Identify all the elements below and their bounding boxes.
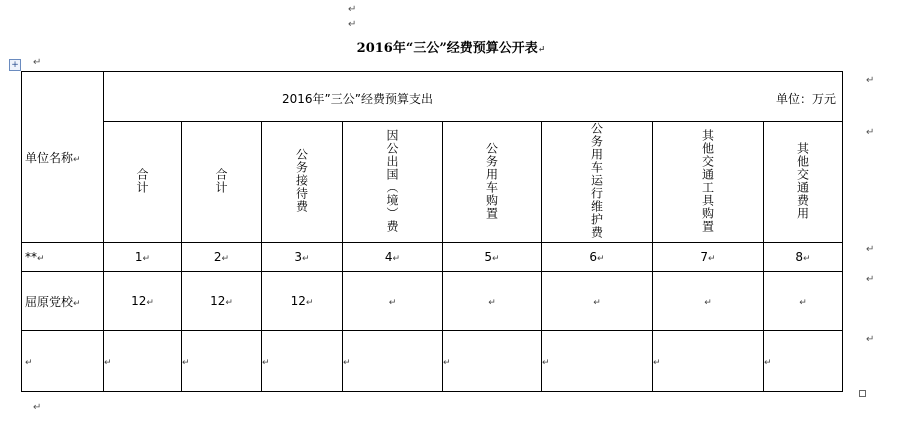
unit-label: 单位：万元 <box>775 92 836 106</box>
paragraph-mark-after-table: ↵ <box>33 402 42 413</box>
table-resize-handle-icon[interactable] <box>859 390 866 397</box>
table-cell[interactable] <box>262 331 343 392</box>
table-cell[interactable] <box>653 243 764 272</box>
row-end-mark-3: ↵ <box>866 244 875 255</box>
paragraph-mark-top-1: ↵ <box>348 4 357 15</box>
paragraph-mark: ↵ <box>653 358 661 368</box>
table-cell[interactable] <box>764 243 843 272</box>
budget-header-cell[interactable] <box>104 72 843 122</box>
paragraph-mark: ↵ <box>764 358 772 368</box>
table-cell[interactable] <box>764 272 843 331</box>
paragraph-mark: ↵ <box>799 298 807 308</box>
table-cell[interactable] <box>343 243 443 272</box>
table-row <box>22 272 843 331</box>
table-cell[interactable] <box>443 243 542 272</box>
paragraph-mark: ↵ <box>542 358 550 368</box>
paragraph-mark: ↵ <box>225 298 233 308</box>
column-header-5[interactable] <box>443 122 542 243</box>
column-header-6[interactable] <box>542 122 653 243</box>
paragraph-mark-top-2: ↵ <box>348 19 357 30</box>
cell-value: 4 <box>384 250 393 264</box>
paragraph-mark: ↵ <box>104 358 112 368</box>
paragraph-mark: ↵ <box>488 298 496 308</box>
cell-value: 1 <box>134 250 143 264</box>
table-move-handle-icon[interactable]: + <box>9 59 21 71</box>
cell-value: 12 <box>131 294 147 308</box>
table-cell[interactable] <box>182 243 262 272</box>
column-header-label: 合计 <box>135 167 149 194</box>
column-header-label: 公务用车运行维护费 <box>589 122 604 239</box>
paragraph-mark: ↵ <box>25 358 33 368</box>
table-row <box>22 331 843 392</box>
paragraph-mark: ↵ <box>708 254 716 264</box>
cell-value: 3 <box>294 250 303 264</box>
cell-value: 8 <box>795 250 804 264</box>
cell-value: 12 <box>290 294 306 308</box>
budget-table <box>21 71 843 392</box>
paragraph-mark: ↵ <box>492 254 500 264</box>
paragraph-mark: ↵ <box>73 298 81 309</box>
table-cell[interactable] <box>653 272 764 331</box>
table-cell[interactable] <box>104 243 182 272</box>
table-cell[interactable] <box>542 331 653 392</box>
index-row-label: ** <box>25 250 37 264</box>
paragraph-mark: ↵ <box>73 154 81 165</box>
cell-value: 2 <box>213 250 222 264</box>
table-cell[interactable] <box>542 272 653 331</box>
paragraph-mark: ↵ <box>37 254 45 264</box>
unit-name-cell[interactable] <box>22 272 104 331</box>
paragraph-mark: ↵ <box>343 358 351 368</box>
column-header-label: 因公出国（境）费 <box>385 128 399 233</box>
column-header-label: 其他交通工具购置 <box>700 128 715 233</box>
paragraph-mark: ↵ <box>221 254 230 264</box>
column-header-8[interactable] <box>764 122 843 243</box>
document-title <box>0 37 902 56</box>
table-cell[interactable] <box>542 243 653 272</box>
paragraph-mark: ↵ <box>305 298 314 308</box>
budget-title: 2016年”三公”经费预算支出 <box>282 92 433 106</box>
row-end-mark-2: ↵ <box>866 127 875 138</box>
column-header-label: 其他交通费用 <box>795 141 810 220</box>
table-cell[interactable] <box>343 331 443 392</box>
paragraph-mark: ↵ <box>182 358 190 368</box>
cell-value: 12 <box>210 294 226 308</box>
table-cell[interactable] <box>104 272 182 331</box>
table-cell[interactable] <box>764 331 843 392</box>
column-header-7[interactable] <box>653 122 764 243</box>
column-header-2[interactable] <box>182 122 262 243</box>
column-header-label: 公务接待费 <box>294 148 309 213</box>
paragraph-mark: ↵ <box>146 298 154 308</box>
paragraph-mark: ↵ <box>392 254 401 264</box>
column-header-label: 公务用车购置 <box>484 141 499 220</box>
row-end-mark-5: ↵ <box>866 334 875 345</box>
paragraph-mark: ↵ <box>443 358 451 368</box>
column-header-4[interactable] <box>343 122 443 243</box>
table-cell[interactable] <box>182 331 262 392</box>
paragraph-mark: ↵ <box>704 298 712 308</box>
row-header-cell[interactable] <box>22 72 104 243</box>
paragraph-mark: ↵ <box>302 254 310 264</box>
cell-value: 7 <box>700 250 709 264</box>
column-header-3[interactable] <box>262 122 343 243</box>
column-header-label: 合计 <box>214 167 228 194</box>
table-cell[interactable] <box>262 272 343 331</box>
row-header-label: 单位名称 <box>25 150 74 165</box>
row-end-mark-4: ↵ <box>866 274 875 285</box>
row-end-mark-1: ↵ <box>866 75 875 86</box>
paragraph-mark-before-table: ↵ <box>33 57 42 68</box>
cell-value: 6 <box>589 250 598 264</box>
paragraph-mark: ↵ <box>142 254 151 264</box>
cell-value: 5 <box>484 250 493 264</box>
paragraph-mark-title: ↵ <box>537 45 546 55</box>
table-cell[interactable] <box>653 331 764 392</box>
paragraph-mark: ↵ <box>597 254 605 264</box>
table-cell[interactable] <box>443 272 542 331</box>
table-cell[interactable] <box>343 272 443 331</box>
table-cell[interactable] <box>443 331 542 392</box>
table-cell[interactable] <box>104 331 182 392</box>
table-cell[interactable] <box>262 243 343 272</box>
unit-name-cell[interactable] <box>22 331 104 392</box>
unit-name: 屈原党校 <box>25 294 74 309</box>
paragraph-mark: ↵ <box>803 254 811 264</box>
table-cell[interactable] <box>182 272 262 331</box>
paragraph-mark: ↵ <box>388 298 397 308</box>
column-header-1[interactable] <box>104 122 182 243</box>
paragraph-mark: ↵ <box>262 358 270 368</box>
index-row-label-cell[interactable] <box>22 243 104 272</box>
document-title-text: 2016年“三公”经费预算公开表 <box>356 41 538 56</box>
paragraph-mark: ↵ <box>593 298 601 308</box>
table-row <box>22 243 843 272</box>
